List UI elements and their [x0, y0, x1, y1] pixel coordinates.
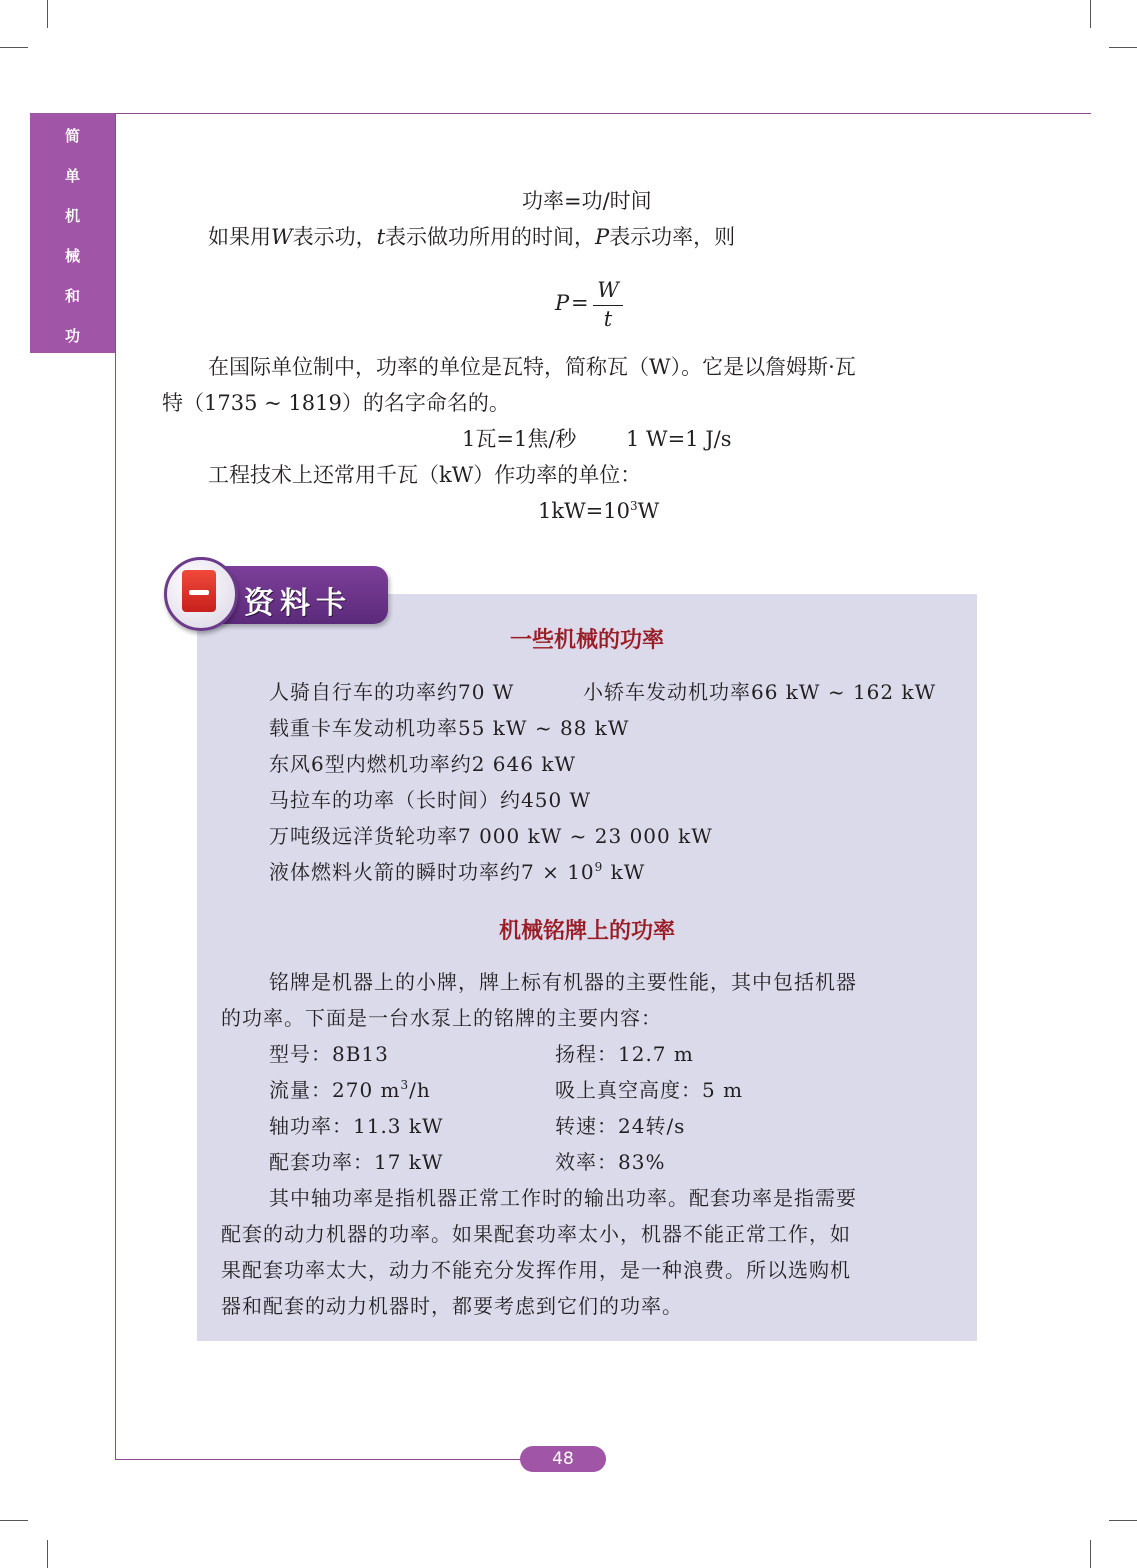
- chapter-char: 简: [64, 127, 80, 145]
- badge-label: 资料卡: [244, 586, 352, 621]
- kilowatt-definition: [538, 496, 659, 526]
- paragraph-line: 工程技术上还常用千瓦（kW）作功率的单位：: [208, 463, 642, 487]
- kw-unit: W: [637, 499, 660, 523]
- kw-base: 1kW=10: [538, 499, 630, 523]
- crop-mark: [1109, 1520, 1137, 1521]
- list-item: [269, 857, 645, 887]
- list-item: 小轿车发动机功率66 kW ~ 162 kW: [583, 680, 937, 704]
- paragraph-line: 的功率。下面是一台水泵上的铭牌的主要内容：: [221, 1006, 662, 1030]
- crop-mark: [0, 1520, 28, 1521]
- paragraph-line: 其中轴功率是指机器正常工作时的输出功率。配套功率是指需要: [269, 1186, 857, 1210]
- crop-mark: [47, 1540, 48, 1568]
- chapter-char: 械: [64, 247, 80, 265]
- list-item: 东风6型内燃机功率约2 646 kW: [269, 752, 577, 776]
- page-number: 48: [520, 1446, 606, 1472]
- paragraph-line: 在国际单位制中，功率的单位是瓦特，简称瓦（W）。它是以詹姆斯·瓦: [208, 355, 856, 379]
- paragraph-line: 配套的动力机器的功率。如果配套功率太小，机器不能正常工作，如: [221, 1222, 851, 1246]
- list-item: 人骑自行车的功率约70 W: [269, 680, 515, 704]
- spec-shaft-power: 轴功率：11.3 kW: [269, 1114, 444, 1138]
- rocket-unit: kW: [603, 860, 646, 884]
- intro-text: 如果用: [208, 225, 271, 249]
- flow-text: 流量：270 m: [269, 1078, 401, 1102]
- intro-text: 表示功，: [292, 225, 377, 249]
- frame-left-line: [115, 113, 116, 1460]
- chapter-char: 和: [64, 287, 80, 305]
- paragraph-line: 铭牌是机器上的小牌，牌上标有机器的主要性能，其中包括机器: [269, 970, 857, 994]
- formula-numerator: W: [597, 278, 619, 302]
- intro-text: 表示做功所用的时间，: [385, 225, 596, 249]
- list-item: 马拉车的功率（长时间）约450 W: [269, 788, 592, 812]
- paragraph-line: 果配套功率太大，动力不能充分发挥作用，是一种浪费。所以选购机: [221, 1258, 851, 1282]
- spec-speed: 转速：24转/s: [555, 1114, 686, 1138]
- symbol-p: P: [595, 225, 610, 249]
- power-formula: [555, 280, 645, 330]
- paragraph-line: 特（1735 ~ 1819）的名字命名的。: [162, 391, 510, 415]
- crop-mark: [47, 0, 48, 28]
- crop-mark: [0, 47, 28, 48]
- paragraph-line: 器和配套的动力机器时，都要考虑到它们的功率。: [221, 1294, 683, 1318]
- intro-text: 表示功率，则: [609, 225, 736, 249]
- kw-exponent: 3: [630, 499, 638, 513]
- formula-equals: =: [571, 291, 589, 315]
- flow-exponent: 3: [400, 1078, 410, 1092]
- rocket-text: 液体燃料火箭的瞬时功率约7 × 10: [269, 860, 595, 884]
- spec-model: 型号：8B13: [269, 1042, 389, 1066]
- card-title-nameplate: 机械铭牌上的功率: [498, 919, 675, 944]
- chapter-char: 机: [64, 207, 80, 225]
- spec-head: 扬程：12.7 m: [555, 1042, 694, 1066]
- card-title-machine-power: 一些机械的功率: [509, 628, 664, 653]
- unit-definition-cn: 1瓦=1焦/秒: [462, 427, 577, 451]
- symbol-t: t: [376, 225, 386, 249]
- symbol-w: W: [271, 225, 293, 249]
- crop-mark: [1090, 1540, 1091, 1568]
- chapter-char: 功: [64, 327, 80, 345]
- fraction-bar: [593, 305, 623, 306]
- crop-mark: [1090, 0, 1091, 28]
- formula-lhs: P: [555, 291, 570, 315]
- spec-efficiency: 效率：83%: [555, 1150, 666, 1174]
- formula-in-words: 功率=功/时间: [522, 189, 652, 213]
- info-card: [197, 594, 977, 1341]
- spec-suction: 吸上真空高度：5 m: [555, 1078, 744, 1102]
- list-item: 载重卡车发动机功率55 kW ~ 88 kW: [269, 716, 630, 740]
- spec-matched-power: 配套功率：17 kW: [269, 1150, 444, 1174]
- chapter-side-tab: [30, 113, 115, 353]
- frame-top-line: [115, 113, 1091, 114]
- flow-unit: /h: [409, 1078, 431, 1102]
- formula-intro: [208, 222, 735, 252]
- formula-denominator: t: [603, 307, 613, 331]
- chapter-char: 单: [64, 167, 80, 185]
- list-item: 万吨级远洋货轮功率7 000 kW ~ 23 000 kW: [269, 824, 713, 848]
- spec-flow: [269, 1075, 431, 1105]
- unit-definition-en: 1 W=1 J/s: [626, 427, 732, 451]
- frame-bottom-line: [115, 1459, 540, 1460]
- rocket-exponent: 9: [594, 860, 604, 874]
- crop-mark: [1109, 47, 1137, 48]
- document-icon: [182, 570, 216, 612]
